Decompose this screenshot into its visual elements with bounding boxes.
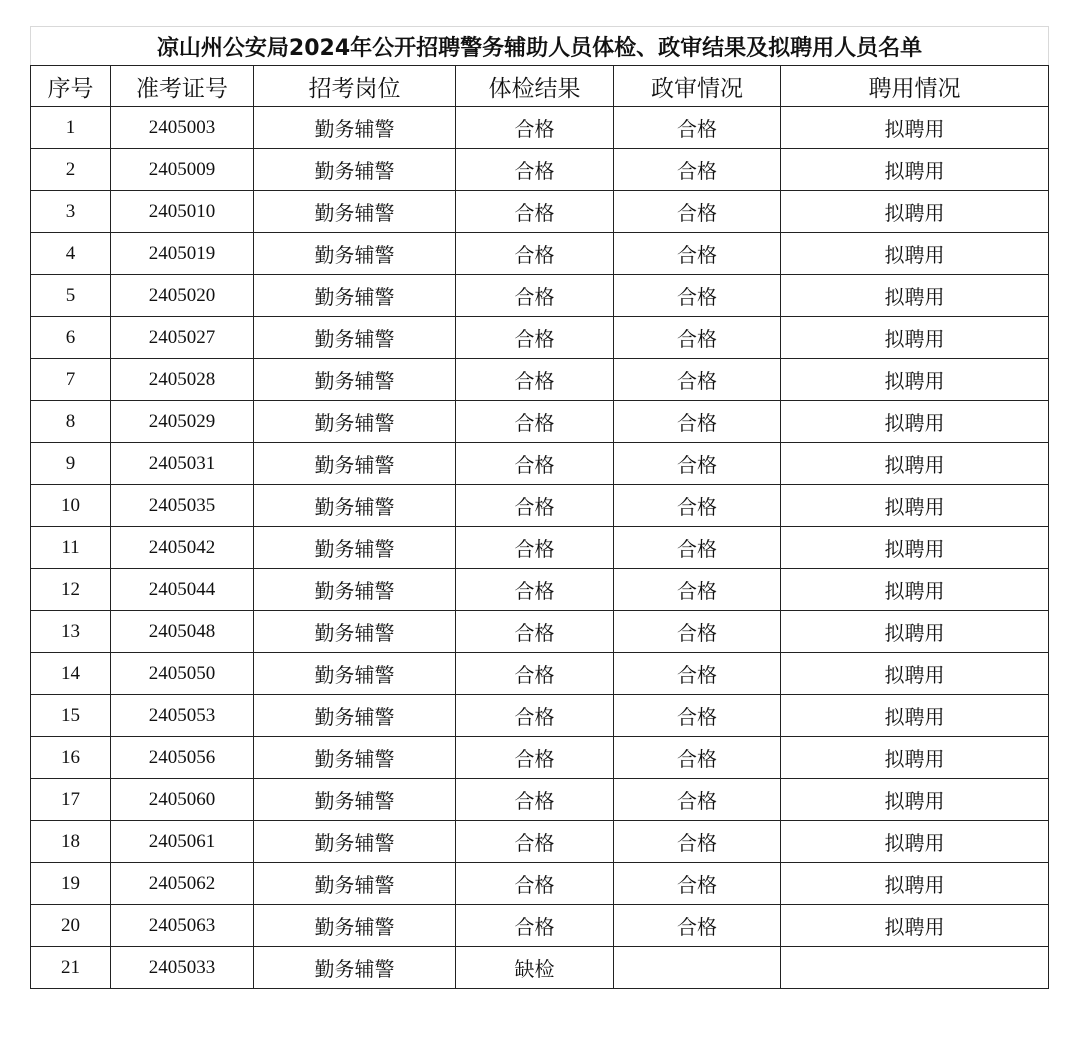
table-row xyxy=(31,779,1049,821)
cell-index: 6 xyxy=(31,317,111,359)
cell-political-review: 合格 xyxy=(614,569,781,611)
table-row xyxy=(31,569,1049,611)
cell-position: 勤务辅警 xyxy=(254,443,456,485)
cell-political-review: 合格 xyxy=(614,611,781,653)
header-position: 招考岗位 xyxy=(254,66,456,107)
cell-employment: 拟聘用 xyxy=(781,149,1049,191)
cell-political-review: 合格 xyxy=(614,443,781,485)
cell-employment: 拟聘用 xyxy=(781,359,1049,401)
cell-employment: 拟聘用 xyxy=(781,905,1049,947)
cell-index: 3 xyxy=(31,191,111,233)
cell-position: 勤务辅警 xyxy=(254,359,456,401)
cell-employment: 拟聘用 xyxy=(781,275,1049,317)
cell-physical-exam: 合格 xyxy=(456,569,614,611)
cell-physical-exam: 合格 xyxy=(456,653,614,695)
cell-employment: 拟聘用 xyxy=(781,527,1049,569)
cell-position: 勤务辅警 xyxy=(254,863,456,905)
cell-political-review: 合格 xyxy=(614,779,781,821)
cell-position: 勤务辅警 xyxy=(254,905,456,947)
cell-exam-number: 2405044 xyxy=(111,569,254,611)
cell-political-review: 合格 xyxy=(614,821,781,863)
table-row xyxy=(31,821,1049,863)
table-row xyxy=(31,737,1049,779)
cell-employment: 拟聘用 xyxy=(781,485,1049,527)
table-row xyxy=(31,233,1049,275)
cell-employment: 拟聘用 xyxy=(781,611,1049,653)
cell-index: 14 xyxy=(31,653,111,695)
cell-exam-number: 2405028 xyxy=(111,359,254,401)
cell-political-review: 合格 xyxy=(614,107,781,149)
table-row xyxy=(31,359,1049,401)
header-index: 序号 xyxy=(31,66,111,107)
document-title: 凉山州公安局2024年公开招聘警务辅助人员体检、政审结果及拟聘用人员名单 xyxy=(31,27,1049,66)
cell-physical-exam: 合格 xyxy=(456,149,614,191)
table-row xyxy=(31,191,1049,233)
cell-position: 勤务辅警 xyxy=(254,569,456,611)
cell-political-review: 合格 xyxy=(614,527,781,569)
table-row xyxy=(31,275,1049,317)
table-row xyxy=(31,611,1049,653)
header-row xyxy=(31,66,1049,107)
cell-position: 勤务辅警 xyxy=(254,737,456,779)
cell-exam-number: 2405060 xyxy=(111,779,254,821)
cell-physical-exam: 合格 xyxy=(456,191,614,233)
cell-index: 9 xyxy=(31,443,111,485)
cell-exam-number: 2405062 xyxy=(111,863,254,905)
cell-position: 勤务辅警 xyxy=(254,275,456,317)
cell-political-review xyxy=(614,947,781,989)
table-row xyxy=(31,863,1049,905)
cell-employment: 拟聘用 xyxy=(781,107,1049,149)
cell-exam-number: 2405031 xyxy=(111,443,254,485)
cell-index: 16 xyxy=(31,737,111,779)
cell-political-review: 合格 xyxy=(614,359,781,401)
cell-position: 勤务辅警 xyxy=(254,947,456,989)
table-row xyxy=(31,485,1049,527)
cell-position: 勤务辅警 xyxy=(254,317,456,359)
cell-political-review: 合格 xyxy=(614,233,781,275)
cell-employment: 拟聘用 xyxy=(781,191,1049,233)
cell-index: 4 xyxy=(31,233,111,275)
cell-exam-number: 2405063 xyxy=(111,905,254,947)
cell-index: 7 xyxy=(31,359,111,401)
cell-exam-number: 2405048 xyxy=(111,611,254,653)
cell-exam-number: 2405033 xyxy=(111,947,254,989)
cell-position: 勤务辅警 xyxy=(254,233,456,275)
table-row xyxy=(31,401,1049,443)
cell-position: 勤务辅警 xyxy=(254,779,456,821)
cell-exam-number: 2405003 xyxy=(111,107,254,149)
cell-physical-exam: 合格 xyxy=(456,779,614,821)
table-body xyxy=(31,107,1049,989)
cell-position: 勤务辅警 xyxy=(254,107,456,149)
cell-exam-number: 2405061 xyxy=(111,821,254,863)
cell-exam-number: 2405010 xyxy=(111,191,254,233)
cell-employment: 拟聘用 xyxy=(781,737,1049,779)
cell-political-review: 合格 xyxy=(614,695,781,737)
cell-physical-exam: 合格 xyxy=(456,317,614,359)
cell-position: 勤务辅警 xyxy=(254,821,456,863)
cell-index: 11 xyxy=(31,527,111,569)
cell-exam-number: 2405053 xyxy=(111,695,254,737)
cell-position: 勤务辅警 xyxy=(254,149,456,191)
cell-physical-exam: 合格 xyxy=(456,737,614,779)
cell-employment: 拟聘用 xyxy=(781,653,1049,695)
cell-political-review: 合格 xyxy=(614,401,781,443)
header-physical-exam: 体检结果 xyxy=(456,66,614,107)
cell-index: 13 xyxy=(31,611,111,653)
table-row xyxy=(31,947,1049,989)
cell-physical-exam: 合格 xyxy=(456,527,614,569)
cell-physical-exam: 合格 xyxy=(456,233,614,275)
cell-employment: 拟聘用 xyxy=(781,695,1049,737)
table-row xyxy=(31,905,1049,947)
cell-employment: 拟聘用 xyxy=(781,317,1049,359)
cell-exam-number: 2405027 xyxy=(111,317,254,359)
cell-employment: 拟聘用 xyxy=(781,233,1049,275)
cell-index: 19 xyxy=(31,863,111,905)
cell-index: 2 xyxy=(31,149,111,191)
cell-employment: 拟聘用 xyxy=(781,821,1049,863)
cell-position: 勤务辅警 xyxy=(254,485,456,527)
cell-physical-exam: 合格 xyxy=(456,611,614,653)
title-row xyxy=(31,27,1049,66)
header-political-review: 政审情况 xyxy=(614,66,781,107)
table-row xyxy=(31,317,1049,359)
header-employment: 聘用情况 xyxy=(781,66,1049,107)
cell-index: 10 xyxy=(31,485,111,527)
cell-exam-number: 2405020 xyxy=(111,275,254,317)
cell-index: 5 xyxy=(31,275,111,317)
cell-political-review: 合格 xyxy=(614,275,781,317)
cell-physical-exam: 缺检 xyxy=(456,947,614,989)
results-sheet xyxy=(30,26,1048,989)
cell-employment: 拟聘用 xyxy=(781,863,1049,905)
cell-employment xyxy=(781,947,1049,989)
table-row xyxy=(31,149,1049,191)
cell-physical-exam: 合格 xyxy=(456,107,614,149)
table-row xyxy=(31,695,1049,737)
cell-political-review: 合格 xyxy=(614,191,781,233)
cell-physical-exam: 合格 xyxy=(456,695,614,737)
cell-position: 勤务辅警 xyxy=(254,695,456,737)
cell-physical-exam: 合格 xyxy=(456,905,614,947)
cell-political-review: 合格 xyxy=(614,737,781,779)
header-exam-number: 准考证号 xyxy=(111,66,254,107)
cell-employment: 拟聘用 xyxy=(781,779,1049,821)
cell-index: 18 xyxy=(31,821,111,863)
cell-political-review: 合格 xyxy=(614,317,781,359)
cell-political-review: 合格 xyxy=(614,485,781,527)
cell-political-review: 合格 xyxy=(614,653,781,695)
cell-exam-number: 2405029 xyxy=(111,401,254,443)
cell-physical-exam: 合格 xyxy=(456,359,614,401)
cell-employment: 拟聘用 xyxy=(781,443,1049,485)
cell-position: 勤务辅警 xyxy=(254,527,456,569)
cell-physical-exam: 合格 xyxy=(456,485,614,527)
cell-index: 8 xyxy=(31,401,111,443)
cell-index: 20 xyxy=(31,905,111,947)
cell-exam-number: 2405019 xyxy=(111,233,254,275)
table-row xyxy=(31,107,1049,149)
cell-exam-number: 2405056 xyxy=(111,737,254,779)
table-row xyxy=(31,443,1049,485)
cell-index: 12 xyxy=(31,569,111,611)
cell-physical-exam: 合格 xyxy=(456,275,614,317)
cell-position: 勤务辅警 xyxy=(254,401,456,443)
cell-position: 勤务辅警 xyxy=(254,611,456,653)
cell-employment: 拟聘用 xyxy=(781,569,1049,611)
cell-index: 21 xyxy=(31,947,111,989)
table-row xyxy=(31,527,1049,569)
cell-exam-number: 2405009 xyxy=(111,149,254,191)
cell-exam-number: 2405042 xyxy=(111,527,254,569)
cell-physical-exam: 合格 xyxy=(456,401,614,443)
table-row xyxy=(31,653,1049,695)
cell-index: 17 xyxy=(31,779,111,821)
cell-employment: 拟聘用 xyxy=(781,401,1049,443)
cell-physical-exam: 合格 xyxy=(456,443,614,485)
results-table xyxy=(30,26,1049,989)
cell-index: 1 xyxy=(31,107,111,149)
cell-index: 15 xyxy=(31,695,111,737)
cell-position: 勤务辅警 xyxy=(254,653,456,695)
cell-physical-exam: 合格 xyxy=(456,821,614,863)
cell-political-review: 合格 xyxy=(614,905,781,947)
cell-exam-number: 2405050 xyxy=(111,653,254,695)
cell-physical-exam: 合格 xyxy=(456,863,614,905)
cell-exam-number: 2405035 xyxy=(111,485,254,527)
cell-political-review: 合格 xyxy=(614,863,781,905)
cell-political-review: 合格 xyxy=(614,149,781,191)
cell-position: 勤务辅警 xyxy=(254,191,456,233)
